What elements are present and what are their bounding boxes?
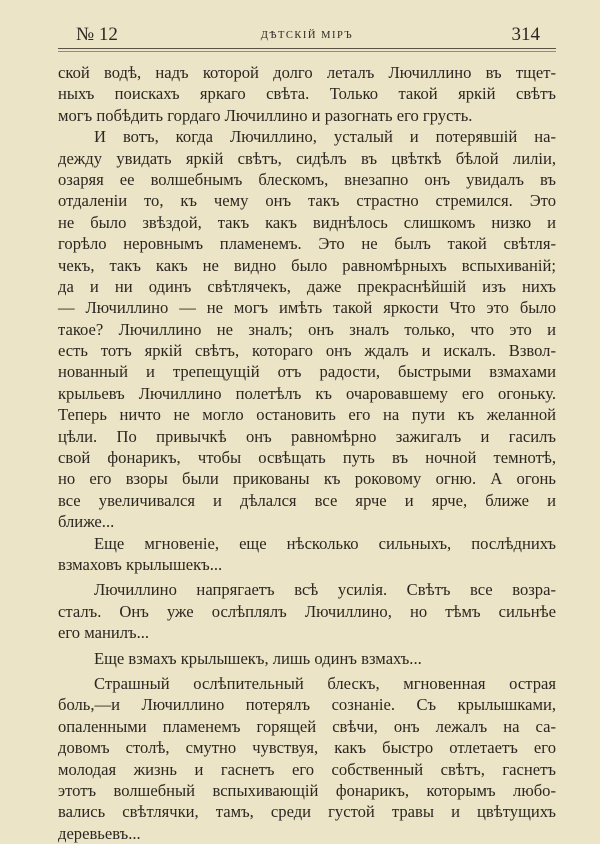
text-line: крыльевъ Лючиллино полетѣлъ къ очаровавшему его огоньку. — [58, 383, 556, 403]
text-line: такое? Лючиллино не зналъ; онъ зналъ только, что это и — [58, 319, 556, 339]
text-line: его манилъ... — [58, 623, 150, 643]
text-line: Еще мгновеніе, еще нѣсколько сильныхъ, послѣднихъ — [94, 533, 556, 553]
text-line: Страшный ослѣпительный блескъ, мгновенная острая — [94, 673, 556, 693]
text-line: озаряя ее волшебнымъ блескомъ, внезапно онъ увидалъ въ — [58, 169, 556, 189]
running-header — [58, 24, 556, 46]
text-line: горѣло неровнымъ пламенемъ. Это не былъ такой свѣтля- — [58, 234, 556, 254]
text-line: довомъ столѣ, смутно чувствуя, какъ быстро отлетаетъ его — [58, 738, 556, 758]
text-line: есть тотъ яркій свѣтъ, котораго онъ ждалъ и искалъ. Взвол- — [58, 341, 556, 361]
text-line: — Лючиллино — не могъ имѣть такой яркости Что это было — [58, 298, 556, 318]
text-line: опаленными пламенемъ горящей свѣчи, онъ лежалъ на са- — [58, 716, 556, 736]
text-line: ближе... — [58, 512, 115, 532]
text-line: сталъ. Онъ уже ослѣплялъ Лючиллино, но тѣмъ сильнѣе — [58, 601, 556, 621]
text-line: взмаховъ крылышекъ... — [58, 554, 223, 574]
text-line: чекъ, такъ какъ не видно было равномѣрныхъ вспыхиваній; — [58, 255, 556, 275]
text-line: вались свѣтлячки, тамъ, среди густой травы и цвѣтущихъ — [58, 802, 556, 822]
text-line: Еще взмахъ крылышекъ, лишь одинъ взмахъ... — [94, 648, 422, 668]
paragraph — [58, 673, 556, 844]
page-number: 314 — [511, 24, 540, 45]
header-rule — [58, 48, 556, 49]
text-line: И вотъ, когда Лючиллино, усталый и потерявшій на- — [94, 127, 556, 147]
paragraph — [58, 62, 556, 126]
paragraph — [58, 533, 556, 576]
text-line: деревьевъ... — [58, 823, 141, 843]
text-line: могъ побѣдить гордаго Лючиллино и разогнать его грусть. — [58, 105, 473, 125]
text-line: отдаленіи то, къ чему онъ такъ страстно стремился. Это — [58, 191, 556, 211]
text-line: Теперь ничто не могло остановить его на пути къ желанной — [58, 405, 556, 425]
journal-title: ДѢТСКІЙ МІРЪ — [260, 30, 354, 41]
text-line: молодая жизнь и гаснетъ его собственный свѣтъ, гаснетъ — [58, 759, 556, 779]
text-line: нованный и трепещущій отъ радости, быстрыми взмахами — [58, 362, 556, 382]
header-rule-secondary — [58, 51, 556, 52]
text-line: не было звѣздой, такъ какъ виднѣлось слишкомъ низко и — [58, 212, 556, 232]
text-line: все увеличивался и дѣлался все ярче и ярче, ближе и — [58, 490, 556, 510]
text-line: свой фонарикъ, чтобы освѣщать путь въ ночной темнотѣ, — [58, 448, 556, 468]
text-line: Лючиллино напрягаетъ всѣ усилія. Свѣтъ все возра- — [94, 580, 556, 600]
article-body — [58, 62, 556, 844]
issue-number: № 12 — [76, 24, 118, 45]
text-line: этотъ волшебный вспыхивающій фонарикъ, которымъ любо- — [58, 780, 556, 800]
text-line: ской водѣ, надъ которой долго леталъ Лючиллино въ тщет- — [58, 63, 556, 82]
paragraph — [58, 126, 556, 532]
paragraph — [58, 579, 556, 643]
text-line: но его взоры были прикованы къ роковому огню. А огонь — [58, 469, 556, 489]
paragraph — [58, 648, 556, 669]
text-line: цѣли. По привычкѣ онъ равномѣрно зажигалъ и гасилъ — [58, 426, 556, 446]
text-line: боль,—и Лючиллино потерялъ сознаніе. Съ крылышками, — [58, 695, 556, 715]
text-line: ныхъ поискахъ яркаго свѣта. Только такой яркій свѣтъ — [58, 84, 556, 104]
text-line: дежду увидать яркій свѣтъ, сидѣлъ въ цвѣткѣ бѣлой лиліи, — [58, 148, 556, 168]
text-line: да и ни одинъ свѣтлячекъ, даже прекраснѣйшій изъ нихъ — [58, 276, 556, 296]
